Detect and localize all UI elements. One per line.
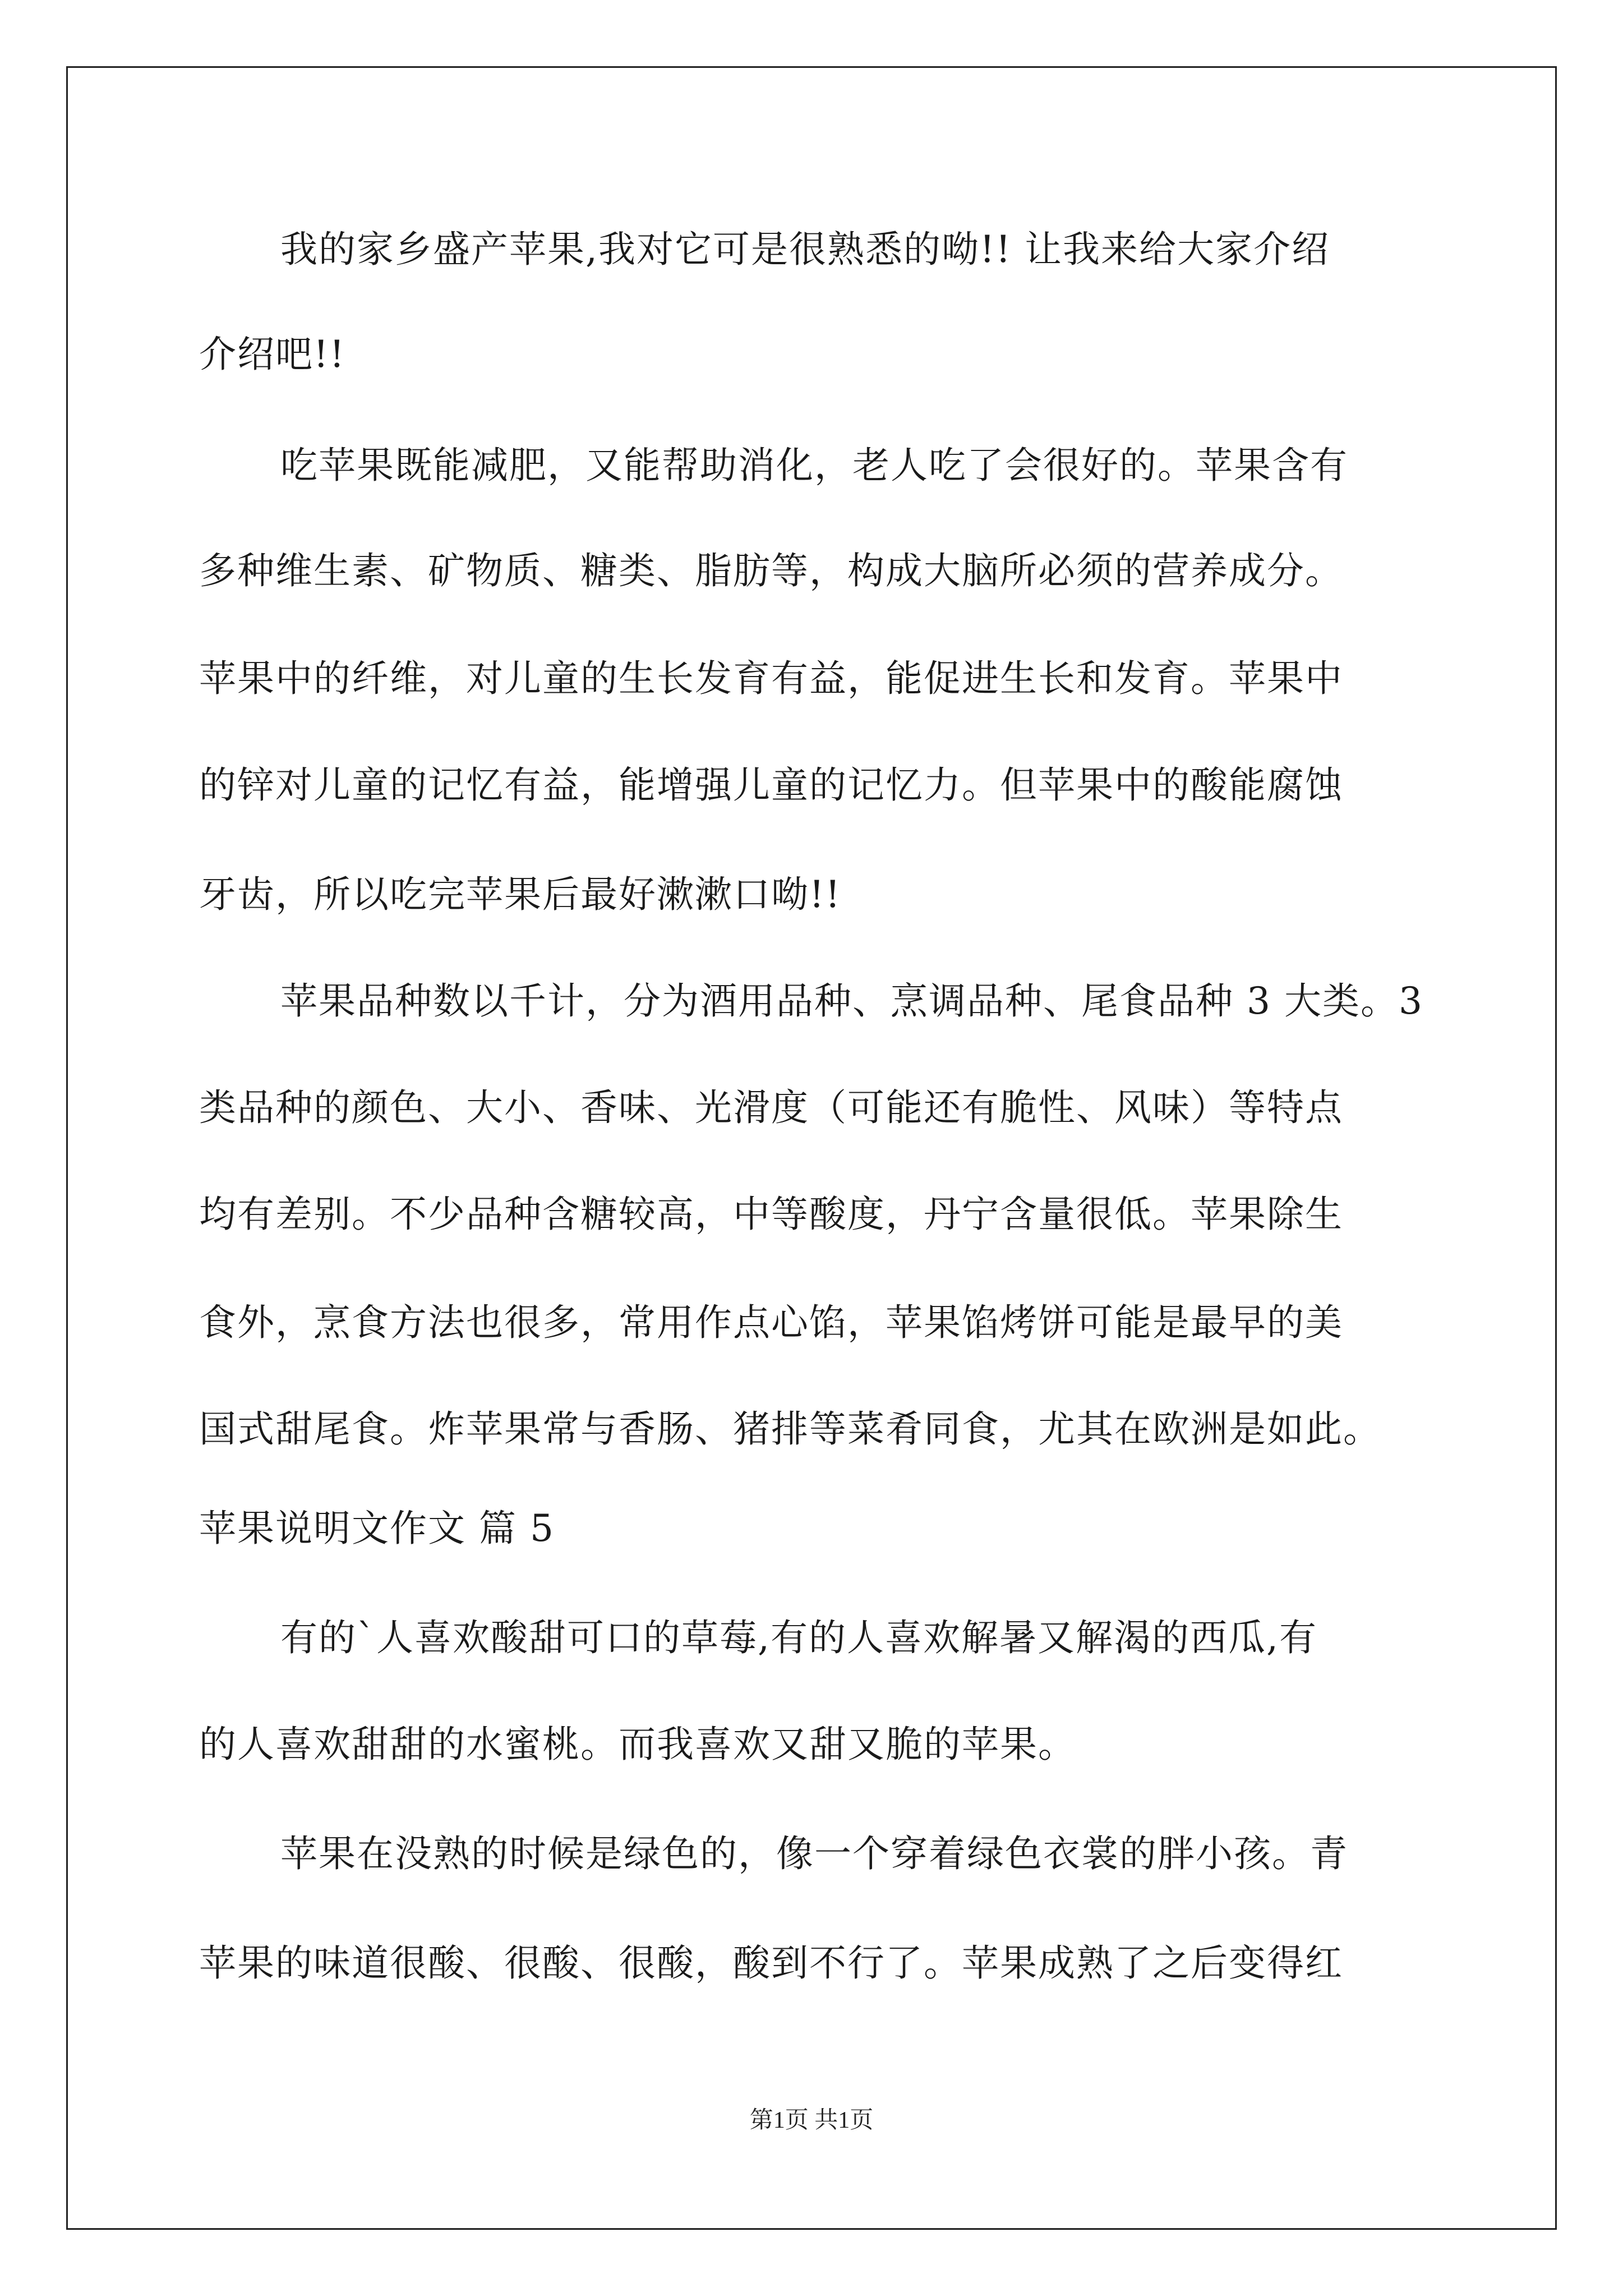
- text-line: 国式甜尾食。炸苹果常与香肠、猪排等菜肴同食，尤其在欧洲是如此。: [199, 1407, 1381, 1451]
- text-line: 介绍吧!!: [199, 333, 346, 376]
- page-number-footer: 第1页 共1页: [749, 2108, 874, 2133]
- text-line: 均有差别。不少品种含糖较高，中等酸度，丹宁含量很低。苹果除生: [199, 1193, 1343, 1236]
- text-line: 苹果在没熟的时候是绿色的，像一个穿着绿色衣裳的胖小孩。青: [280, 1832, 1348, 1875]
- text-line: 我的家乡盛产苹果,我对它可是很熟悉的呦!! 让我来给大家介绍: [280, 228, 1330, 271]
- text-line: 苹果的味道很酸、很酸、很酸，酸到不行了。苹果成熟了之后变得红: [199, 1941, 1343, 1985]
- text-line: 有的`人喜欢酸甜可口的草莓,有的人喜欢解暑又解渴的西瓜,有: [280, 1616, 1317, 1659]
- text-line: 的锌对儿童的记忆有益，能增强儿童的记忆力。但苹果中的酸能腐蚀: [199, 763, 1343, 807]
- section-heading: 苹果说明文作文 篇 5: [199, 1507, 555, 1550]
- text-line: 的人喜欢甜甜的水蜜桃。而我喜欢又甜又脆的苹果。: [199, 1723, 1076, 1766]
- text-line: 牙齿，所以吃完苹果后最好漱漱口呦!!: [199, 873, 842, 916]
- text-line: 类品种的颜色、大小、香味、光滑度（可能还有脆性、风味）等特点: [199, 1086, 1343, 1129]
- text-line: 苹果品种数以千计，分为酒用品种、烹调品种、尾食品种 3 大类。3: [280, 979, 1423, 1023]
- text-line: 苹果中的纤维，对儿童的生长发育有益，能促进生长和发育。苹果中: [199, 657, 1343, 700]
- page-border: [66, 66, 1557, 2230]
- text-line: 多种维生素、矿物质、糖类、脂肪等，构成大脑所必须的营养成分。: [199, 549, 1343, 592]
- text-line: 吃苹果既能减肥，又能帮助消化，老人吃了会很好的。苹果含有: [280, 444, 1348, 487]
- text-line: 食外，烹食方法也很多，常用作点心馅，苹果馅烤饼可能是最早的美: [199, 1301, 1343, 1344]
